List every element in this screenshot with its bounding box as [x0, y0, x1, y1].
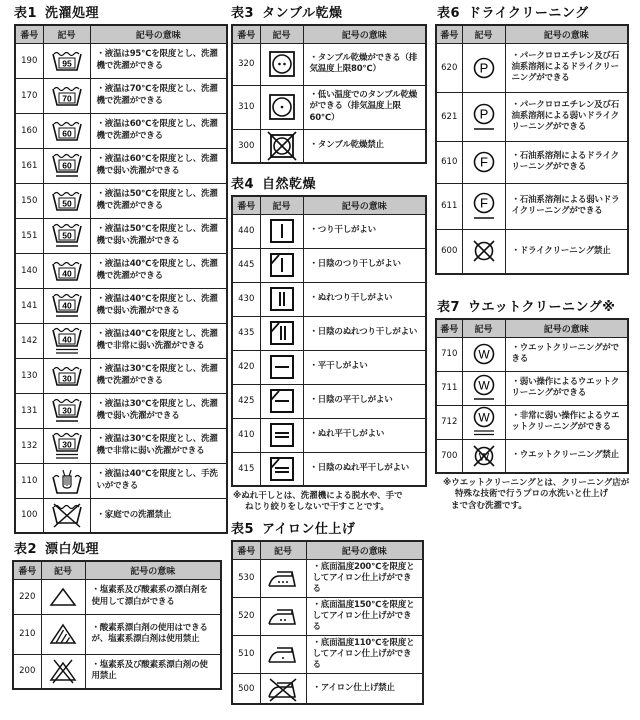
row-code: 210 — [13, 614, 41, 654]
header-code: 番号 — [13, 561, 41, 579]
table2-bleach — [12, 560, 222, 690]
table6-header-row — [436, 25, 628, 43]
row-code: 500 — [232, 673, 260, 704]
table1-header-row — [15, 25, 227, 43]
hand-wash-icon — [50, 467, 84, 495]
table5-title-text: アイロン仕上げ — [262, 522, 356, 537]
header-meaning: 記号の意味 — [303, 196, 426, 214]
wash-tub-40-icon — [50, 258, 84, 284]
table-row — [232, 248, 426, 282]
header-symbol: 記号 — [41, 561, 85, 579]
row-meaning: ・アイロン仕上げ禁止 — [306, 673, 423, 704]
row-code: 530 — [232, 559, 260, 597]
row-meaning: ・日陰のつり干しがよい — [303, 248, 426, 282]
table4-number: 表4 — [231, 177, 255, 192]
row-code: 161 — [15, 148, 43, 183]
row-meaning: ・液温は30℃を限度とし、洗濯機で洗濯ができる — [90, 358, 227, 393]
wash-tub-40-very-gentle-icon — [50, 326, 84, 356]
table5-section — [225, 520, 435, 705]
do-not-wash-icon — [50, 501, 84, 529]
header-meaning: 記号の意味 — [90, 25, 227, 43]
table-row — [15, 253, 227, 288]
row-meaning: ・低い温度でのタンブル乾燥ができる（排気温度上限60℃） — [303, 85, 426, 129]
row-meaning: ・液温は30℃を限度とし、洗濯機で非常に弱い洗濯ができる — [90, 428, 227, 463]
svg-text:70: 70 — [61, 93, 72, 103]
iron-high-icon — [266, 567, 300, 589]
wash-tub-95-icon — [50, 48, 84, 74]
dry-clean-p-icon — [471, 55, 497, 81]
row-meaning: ・液温は50℃を限度とし、洗濯機で弱い洗濯ができる — [90, 218, 227, 253]
row-code: 170 — [15, 78, 43, 113]
row-meaning: ・液温は60℃を限度とし、洗濯機で洗濯ができる — [90, 113, 227, 148]
table-row — [15, 323, 227, 358]
table3-title-text: タンブル乾燥 — [262, 6, 343, 21]
row-meaning: ・非常に弱い操作によるウエットクリーニングができる — [505, 405, 628, 439]
svg-text:W: W — [477, 378, 490, 393]
table7-wet-cleaning — [435, 318, 629, 474]
table-row — [232, 350, 426, 384]
row-meaning: ・ドライクリーニング禁止 — [505, 229, 628, 274]
table-row — [232, 85, 426, 129]
header-meaning: 記号の意味 — [85, 561, 221, 579]
row-code: 310 — [232, 85, 260, 129]
row-code: 320 — [232, 43, 260, 85]
row-meaning: ・パークロロエチレン及び石油系溶剤による弱いドライクリーニングができる — [505, 92, 628, 141]
svg-text:50: 50 — [61, 198, 72, 208]
row-meaning: ・液温は30℃を限度とし、洗濯機で弱い洗濯ができる — [90, 393, 227, 428]
table3-number: 表3 — [231, 6, 255, 21]
table-row — [13, 654, 221, 689]
wet-flat-dry-icon — [268, 421, 296, 449]
header-meaning: 記号の意味 — [306, 541, 423, 559]
table6-title-text: ドライクリーニング — [468, 6, 589, 21]
dry-clean-f-icon — [471, 149, 497, 175]
tumble-dry-low-icon — [267, 92, 297, 122]
do-not-wet-clean-icon — [471, 443, 497, 469]
table-row — [232, 384, 426, 418]
table5-number: 表5 — [231, 522, 255, 537]
row-code: 150 — [15, 183, 43, 218]
row-meaning: ・液温は40℃を限度とし、洗濯機で弱い洗濯ができる — [90, 288, 227, 323]
dry-clean-f-gentle-icon — [471, 191, 497, 221]
wet-clean-icon — [471, 341, 497, 367]
table6-title — [425, 4, 640, 24]
wash-tub-60-icon — [50, 118, 84, 144]
wash-tub-30-very-gentle-icon — [50, 431, 84, 461]
note-line: ※ぬれ干しとは、洗濯機による脱水や、手で — [233, 491, 403, 501]
row-meaning: ・底面温度200℃を限度としてアイロン仕上げができる — [306, 559, 423, 597]
svg-text:60: 60 — [61, 160, 72, 170]
line-dry-shade-icon — [268, 251, 296, 279]
row-code: 200 — [13, 654, 41, 689]
row-code: 300 — [232, 129, 260, 163]
note-line: 特殊な技術で行うプロの水洗いと仕上げ — [455, 489, 609, 500]
table-row — [15, 393, 227, 428]
row-code: 131 — [15, 393, 43, 428]
flat-dry-icon — [268, 353, 296, 381]
table4-title — [225, 175, 435, 195]
table-row — [436, 141, 628, 183]
header-meaning: 記号の意味 — [303, 25, 426, 43]
row-meaning: ・ウエットクリーニングができる — [505, 337, 628, 371]
table1-number: 表1 — [14, 6, 38, 21]
row-code: 160 — [15, 113, 43, 148]
table-row — [436, 92, 628, 141]
row-code: 610 — [436, 141, 462, 183]
row-meaning: ・液温は40℃を限度とし、手洗いができる — [90, 463, 227, 498]
header-code: 番号 — [15, 25, 43, 43]
table-row — [232, 673, 423, 704]
table4-title-text: 自然乾燥 — [262, 177, 317, 192]
table-row — [232, 559, 423, 597]
header-symbol: 記号 — [462, 319, 505, 337]
row-code: 151 — [15, 218, 43, 253]
row-meaning: ・底面温度110℃を限度としてアイロン仕上げができる — [306, 635, 423, 673]
table4-section — [225, 175, 435, 514]
header-code: 番号 — [232, 196, 260, 214]
drip-dry-icon — [268, 285, 296, 313]
header-code: 番号 — [232, 541, 260, 559]
table-row — [232, 597, 423, 635]
row-code: 710 — [436, 337, 462, 371]
table1-section — [0, 4, 230, 534]
row-meaning: ・液温は95℃を限度とし、洗濯機で洗濯ができる — [90, 43, 227, 78]
do-not-tumble-dry-icon — [267, 131, 297, 161]
row-code: 430 — [232, 282, 260, 316]
row-code: 420 — [232, 350, 260, 384]
tumble-dry-normal-icon — [267, 49, 297, 79]
table-row — [15, 78, 227, 113]
row-meaning: ・ウエットクリーニング禁止 — [505, 439, 628, 473]
note-line: ※ウエットクリーニングとは、クリーニング店が — [443, 478, 630, 488]
table7-title — [425, 298, 640, 318]
table2-title — [0, 540, 230, 560]
row-code: 711 — [436, 371, 462, 405]
bleach-oxygen-only-icon — [48, 622, 78, 646]
do-not-iron-icon — [266, 676, 300, 702]
row-meaning: ・平干しがよい — [303, 350, 426, 384]
row-meaning: ・つり干しがよい — [303, 214, 426, 248]
table-row — [13, 579, 221, 614]
table-row — [232, 452, 426, 486]
note-line: ねじり絞りをしないで干すことです。 — [245, 502, 389, 513]
header-symbol: 記号 — [260, 25, 303, 43]
iron-medium-icon — [266, 605, 300, 627]
header-code: 番号 — [436, 25, 462, 43]
row-code: 142 — [15, 323, 43, 358]
table2-section — [0, 540, 230, 690]
table7-section — [425, 298, 640, 512]
table5-header-row — [232, 541, 423, 559]
table-row — [232, 43, 426, 85]
table-row — [436, 371, 628, 405]
table-row — [15, 43, 227, 78]
table-row — [436, 439, 628, 473]
row-meaning: ・家庭での洗濯禁止 — [90, 498, 227, 533]
row-meaning: ・ぬれつり干しがよい — [303, 282, 426, 316]
row-code: 600 — [436, 229, 462, 274]
row-code: 621 — [436, 92, 462, 141]
table2-number: 表2 — [14, 542, 38, 557]
row-code: 410 — [232, 418, 260, 452]
table-row — [15, 218, 227, 253]
row-meaning: ・石油系溶剤による弱いドライクリーニングができる — [505, 183, 628, 229]
header-symbol: 記号 — [260, 541, 306, 559]
table3-header-row — [232, 25, 426, 43]
table-row — [15, 113, 227, 148]
row-code: 425 — [232, 384, 260, 418]
table-row — [232, 282, 426, 316]
table3-section — [225, 4, 430, 164]
table-row — [15, 358, 227, 393]
header-code: 番号 — [436, 319, 462, 337]
svg-text:30: 30 — [61, 405, 72, 415]
table7-number: 表7 — [437, 300, 461, 315]
header-meaning: 記号の意味 — [505, 25, 628, 43]
row-code: 220 — [13, 579, 41, 614]
row-meaning: ・液温は40℃を限度とし、洗濯機で非常に弱い洗濯ができる — [90, 323, 227, 358]
row-code: 520 — [232, 597, 260, 635]
row-code: 440 — [232, 214, 260, 248]
svg-text:30: 30 — [61, 439, 72, 449]
svg-text:F: F — [479, 195, 488, 211]
table6-number: 表6 — [437, 6, 461, 21]
wash-tub-40-gentle-icon — [50, 292, 84, 320]
svg-text:F: F — [479, 154, 488, 170]
table4-header-row — [232, 196, 426, 214]
note-line: まで含む洗濯です。 — [451, 500, 527, 511]
svg-text:95: 95 — [61, 58, 72, 68]
row-code: 712 — [436, 405, 462, 439]
header-symbol: 記号 — [260, 196, 303, 214]
table-row — [436, 405, 628, 439]
wash-tub-50-gentle-icon — [50, 222, 84, 250]
table-row — [15, 428, 227, 463]
row-code: 130 — [15, 358, 43, 393]
row-code: 140 — [15, 253, 43, 288]
table5-ironing — [231, 540, 424, 705]
table7-title-text: ウエットクリーニング※ — [468, 300, 616, 315]
row-meaning: ・日陰のぬれ平干しがよい — [303, 452, 426, 486]
row-meaning: ・タンブル乾燥禁止 — [303, 129, 426, 163]
do-not-dry-clean-icon — [471, 238, 497, 264]
row-code: 100 — [15, 498, 43, 533]
header-symbol: 記号 — [43, 25, 90, 43]
svg-text:W: W — [478, 451, 489, 464]
table2-title-text: 漂白処理 — [45, 542, 100, 557]
table3-tumble-dry — [231, 24, 427, 164]
iron-low-icon — [266, 643, 300, 665]
svg-text:P: P — [479, 106, 488, 121]
row-meaning: ・液温は40℃を限度とし、洗濯機で洗濯ができる — [90, 253, 227, 288]
table-row — [15, 183, 227, 218]
wash-tub-30-gentle-icon — [50, 397, 84, 425]
table-row — [436, 43, 628, 92]
table2-header-row — [13, 561, 221, 579]
row-code: 141 — [15, 288, 43, 323]
svg-text:50: 50 — [61, 230, 72, 240]
row-meaning: ・酸素系漂白剤の使用はできるが、塩素系漂白剤は使用禁止 — [85, 614, 221, 654]
row-meaning: ・ぬれ平干しがよい — [303, 418, 426, 452]
header-symbol: 記号 — [462, 25, 505, 43]
row-meaning: ・液温は70℃を限度とし、洗濯機で洗濯ができる — [90, 78, 227, 113]
wet-clean-very-gentle-icon — [471, 406, 497, 438]
table-row — [436, 229, 628, 274]
table1-wash — [14, 24, 228, 534]
svg-text:W: W — [477, 410, 490, 425]
dry-clean-p-gentle-icon — [471, 102, 497, 132]
do-not-bleach-icon — [48, 658, 78, 684]
table6-section — [425, 4, 640, 275]
svg-text:40: 40 — [61, 334, 72, 344]
row-code: 700 — [436, 439, 462, 473]
row-meaning: ・パークロロエチレン及び石油系溶剤によるドライクリーニングができる — [505, 43, 628, 92]
row-meaning: ・日陰のぬれつり干しがよい — [303, 316, 426, 350]
row-code: 190 — [15, 43, 43, 78]
row-code: 132 — [15, 428, 43, 463]
table1-title-text: 洗濯処理 — [45, 6, 100, 21]
row-code: 415 — [232, 452, 260, 486]
flat-dry-shade-icon — [268, 387, 296, 415]
table-row — [232, 129, 426, 163]
wash-tub-50-icon — [50, 188, 84, 214]
table7-header-row — [436, 319, 628, 337]
wet-flat-dry-shade-icon — [268, 455, 296, 483]
table-row — [232, 316, 426, 350]
row-meaning: ・液温は60℃を限度とし、洗濯機で弱い洗濯ができる — [90, 148, 227, 183]
header-meaning: 記号の意味 — [505, 319, 628, 337]
table-row — [15, 288, 227, 323]
line-dry-icon — [268, 217, 296, 245]
row-meaning: ・石油系溶剤によるドライクリーニングができる — [505, 141, 628, 183]
row-meaning: ・塩素系及び酸素系漂白剤の使用禁止 — [85, 654, 221, 689]
wet-clean-gentle-icon — [471, 373, 497, 403]
wash-tub-70-icon — [50, 83, 84, 109]
table-row — [436, 183, 628, 229]
row-code: 435 — [232, 316, 260, 350]
svg-text:P: P — [479, 60, 488, 75]
table-row — [15, 148, 227, 183]
drip-dry-shade-icon — [268, 319, 296, 347]
table-row — [13, 614, 221, 654]
table3-title — [225, 4, 430, 24]
row-meaning: ・底面温度150℃を限度としてアイロン仕上げができる — [306, 597, 423, 635]
svg-text:40: 40 — [61, 300, 72, 310]
table-row — [436, 337, 628, 371]
bleach-any-icon — [48, 586, 78, 608]
table7-footnote — [425, 478, 640, 512]
svg-text:60: 60 — [61, 128, 72, 138]
row-code: 620 — [436, 43, 462, 92]
table4-natural-dry — [231, 195, 427, 487]
table1-title — [0, 4, 230, 24]
row-code: 110 — [15, 463, 43, 498]
table-row — [232, 418, 426, 452]
header-code: 番号 — [232, 25, 260, 43]
table-row — [232, 214, 426, 248]
wash-tub-60-gentle-icon — [50, 152, 84, 180]
svg-text:40: 40 — [61, 268, 72, 278]
row-code: 510 — [232, 635, 260, 673]
table5-title — [225, 520, 435, 540]
table-row — [15, 463, 227, 498]
table6-dry-cleaning — [435, 24, 629, 275]
row-code: 611 — [436, 183, 462, 229]
table4-footnote — [225, 491, 435, 514]
svg-text:W: W — [477, 347, 490, 362]
row-meaning: ・弱い操作によるウエットクリーニングができる — [505, 371, 628, 405]
table-row — [232, 635, 423, 673]
svg-text:30: 30 — [61, 373, 72, 383]
wash-tub-30-icon — [50, 363, 84, 389]
row-code: 445 — [232, 248, 260, 282]
row-meaning: ・塩素系及び酸素系の漂白剤を使用して漂白ができる — [85, 579, 221, 614]
row-meaning: ・日陰の平干しがよい — [303, 384, 426, 418]
row-meaning: ・タンブル乾燥ができる（排気温度上限80℃） — [303, 43, 426, 85]
row-meaning: ・液温は50℃を限度とし、洗濯機で洗濯ができる — [90, 183, 227, 218]
table-row — [15, 498, 227, 533]
